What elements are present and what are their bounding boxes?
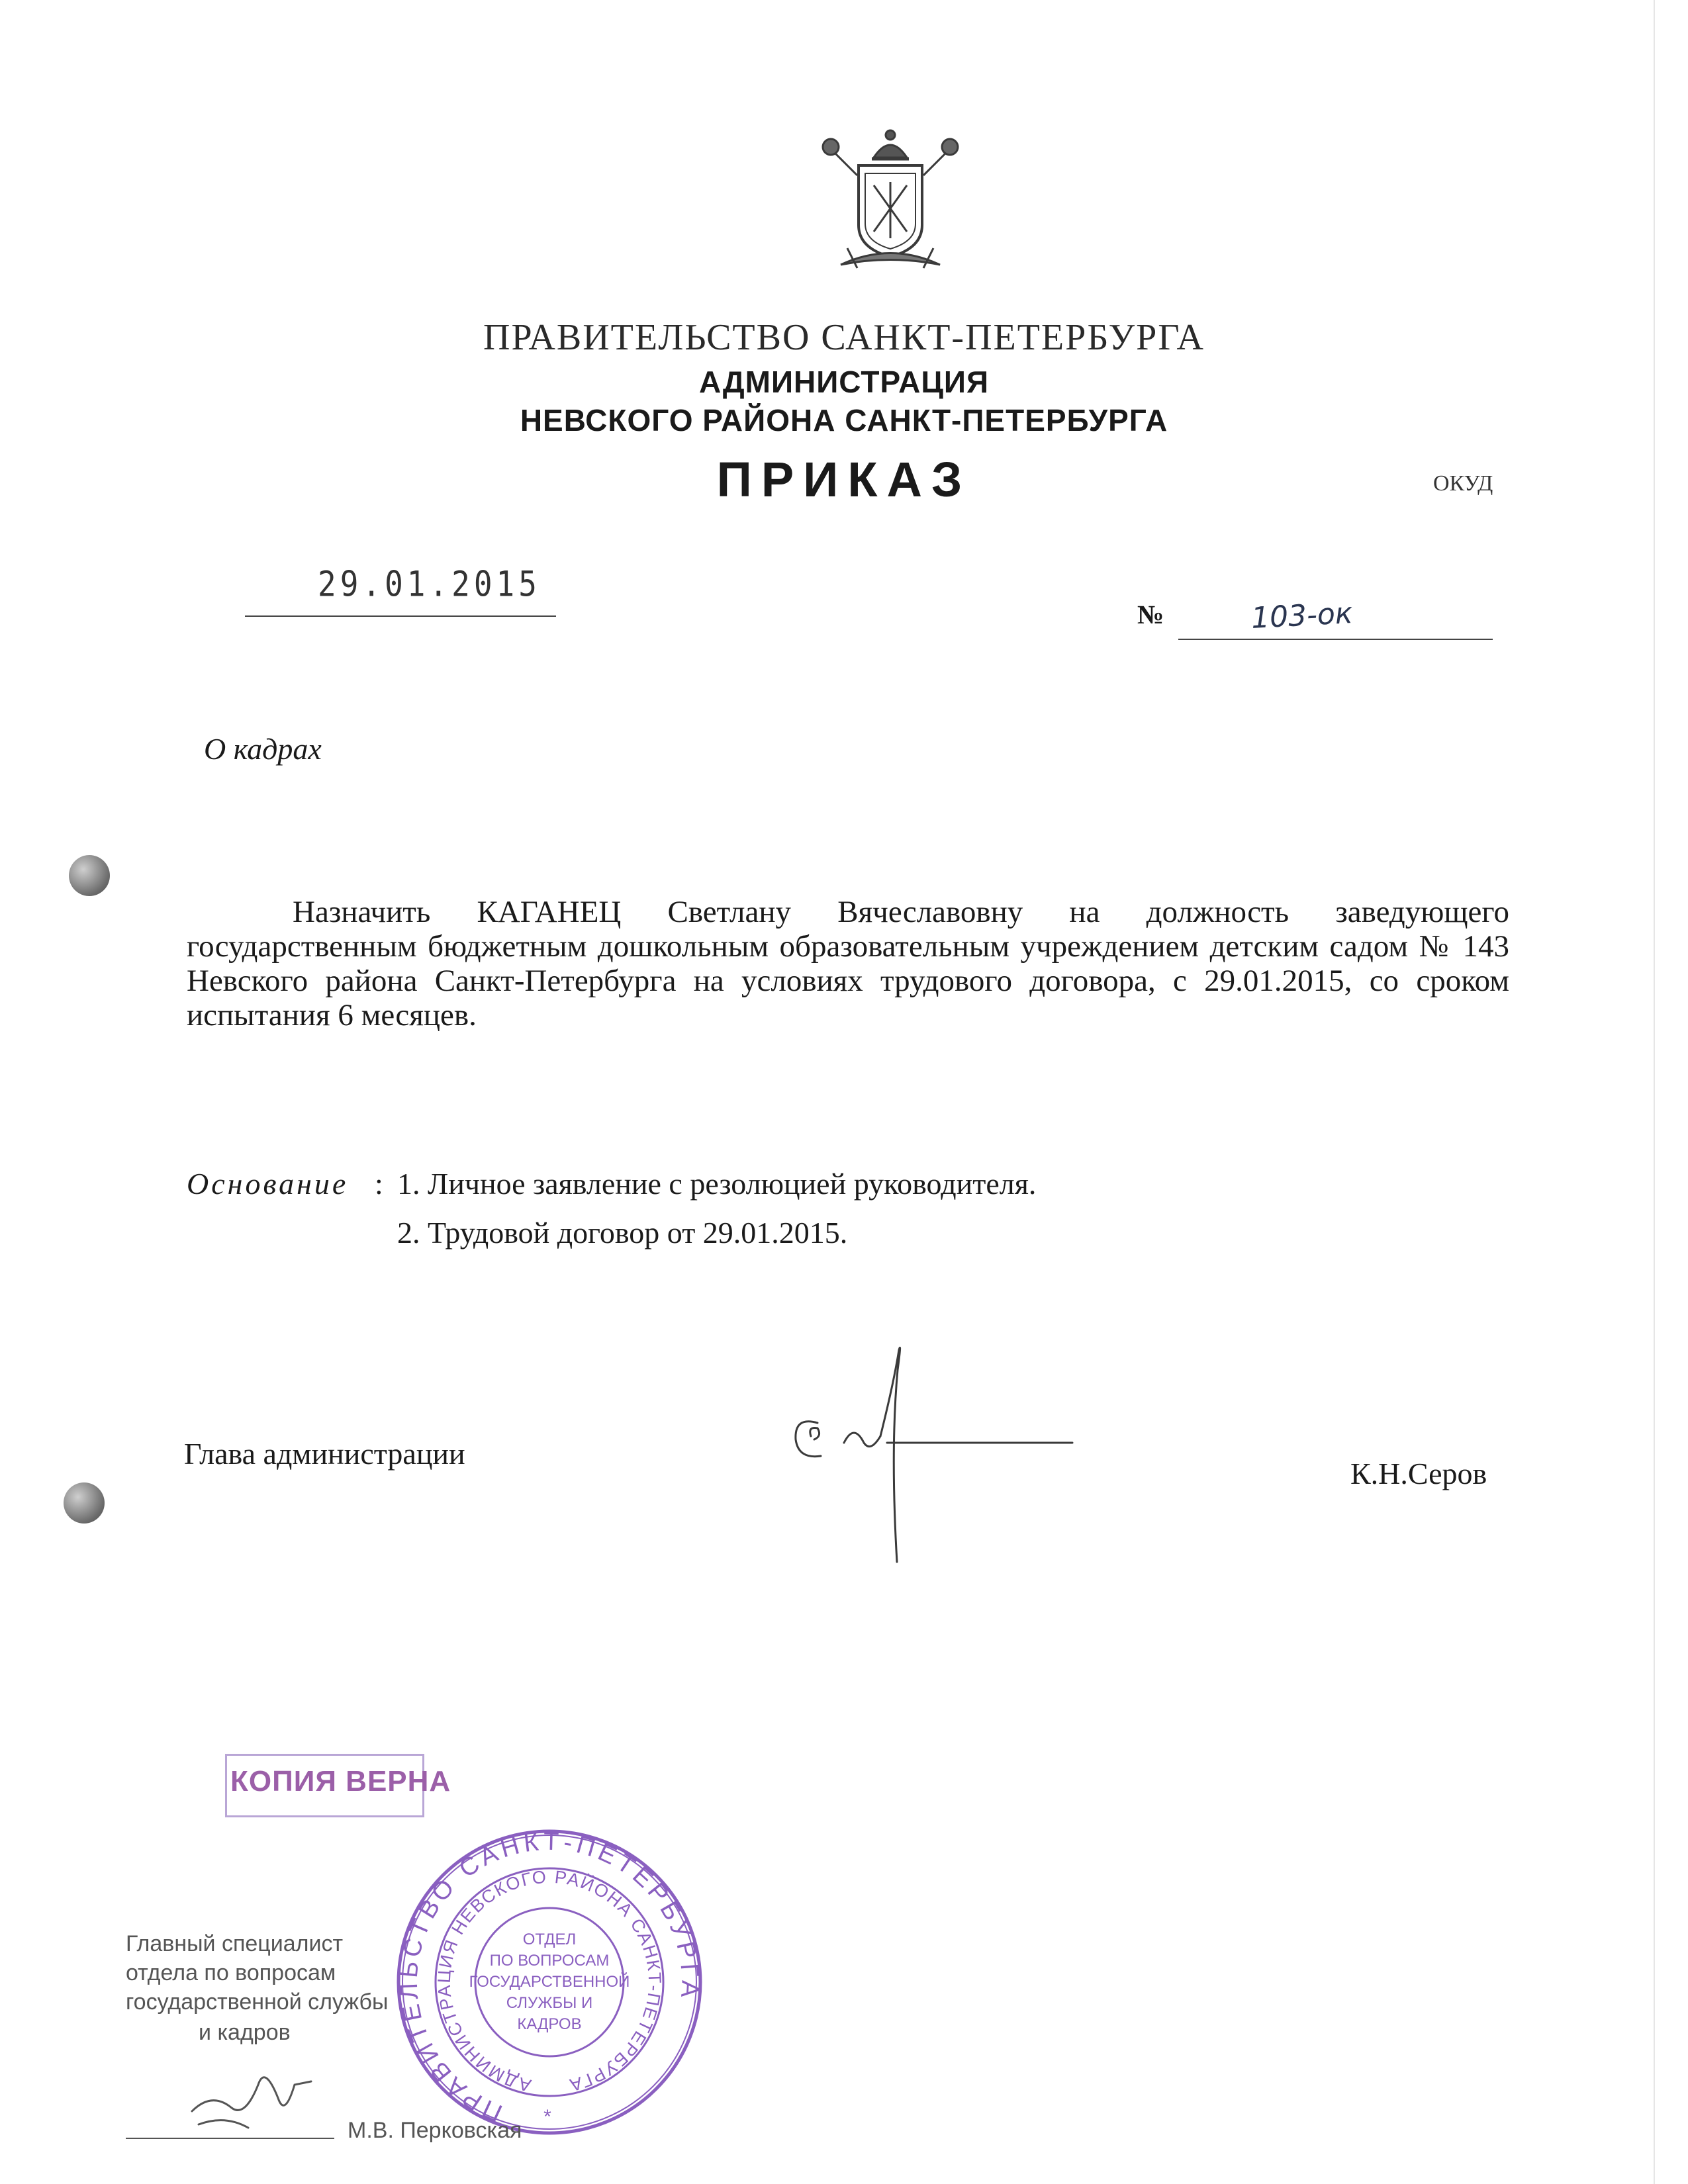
- certifier-signature-line: [126, 2138, 334, 2139]
- seal-center-line: ОТДЕЛ: [522, 1931, 577, 1948]
- order-number-handwritten: 103-ок: [1250, 596, 1354, 635]
- number-underline: [1178, 639, 1493, 640]
- signatory-title: Глава администрации: [184, 1437, 465, 1471]
- seal-center-line: КАДРОВ: [517, 2015, 582, 2033]
- coat-of-arms-icon: [811, 126, 970, 281]
- basis-item: 2. Трудовой договор от 29.01.2015.: [397, 1216, 848, 1250]
- seal-outer-text: ПРАВИТЕЛЬСТВО САНКТ-ПЕТЕРБУРГА: [395, 1827, 704, 2127]
- okud-label: ОКУД: [1433, 471, 1493, 496]
- seal-center-line: СЛУЖБЫ И: [506, 1994, 593, 2012]
- official-round-seal: [394, 1827, 705, 2138]
- government-heading: ПРАВИТЕЛЬСТВО САНКТ-ПЕТЕРБУРГА: [483, 317, 1205, 358]
- certifier-position-line: и кадров: [199, 2020, 291, 2045]
- seal-center-line: ПО ВОПРОСАМ: [489, 1952, 610, 1970]
- basis-label: Основание: [187, 1167, 349, 1201]
- basis-item: 1. Личное заявление с резолюцией руководителя.: [397, 1167, 1037, 1201]
- seal-center-line: ГОСУДАРСТВЕННОЙ: [469, 1973, 630, 1991]
- district-heading: НЕВСКОГО РАЙОНА САНКТ-ПЕТЕРБУРГА: [520, 403, 1168, 437]
- date-underline: [245, 615, 556, 617]
- administration-heading: АДМИНИСТРАЦИЯ: [698, 365, 990, 399]
- certifier-position-line: Главный специалист: [126, 1931, 344, 1956]
- signatory-name: К.Н.Серов: [1350, 1457, 1487, 1490]
- certifier-name: М.В. Перковская: [348, 2118, 522, 2143]
- order-body: Назначить КАГАНЕЦ Светлану Вячеславовну на должность заведующего государственным бюджетным дошкольным образовательным учреждением детским садом № 143 Невского района Санкт-Петербурга на условиях трудового договора, с 29.01.2015, со сроком испытания 6 месяцев.: [187, 895, 1509, 1032]
- certifier-signature: [185, 2045, 318, 2144]
- order-subject: О кадрах: [204, 732, 322, 766]
- basis-colon: :: [375, 1167, 383, 1201]
- certifier-position-line: государственной службы: [126, 1989, 389, 2015]
- document-type-title: ПРИКАЗ: [716, 452, 972, 507]
- copy-certified-stamp: КОПИЯ ВЕРНА: [230, 1765, 451, 1797]
- seal-inner-text: АДМИНИСТРАЦИЯ НЕВСКОГО РАЙОНА САНКТ-ПЕТЕРБУРГА: [434, 1866, 665, 2096]
- order-date-stamp: 29.01.2015: [318, 563, 541, 605]
- certifier-position-line: отдела по вопросам: [126, 1960, 336, 1985]
- number-sign: №: [1137, 600, 1164, 629]
- seal-star-icon: *: [543, 2106, 551, 2128]
- punch-hole-icon: [64, 1482, 105, 1524]
- handwritten-signature: [781, 1343, 1086, 1582]
- punch-hole-icon: [69, 855, 110, 896]
